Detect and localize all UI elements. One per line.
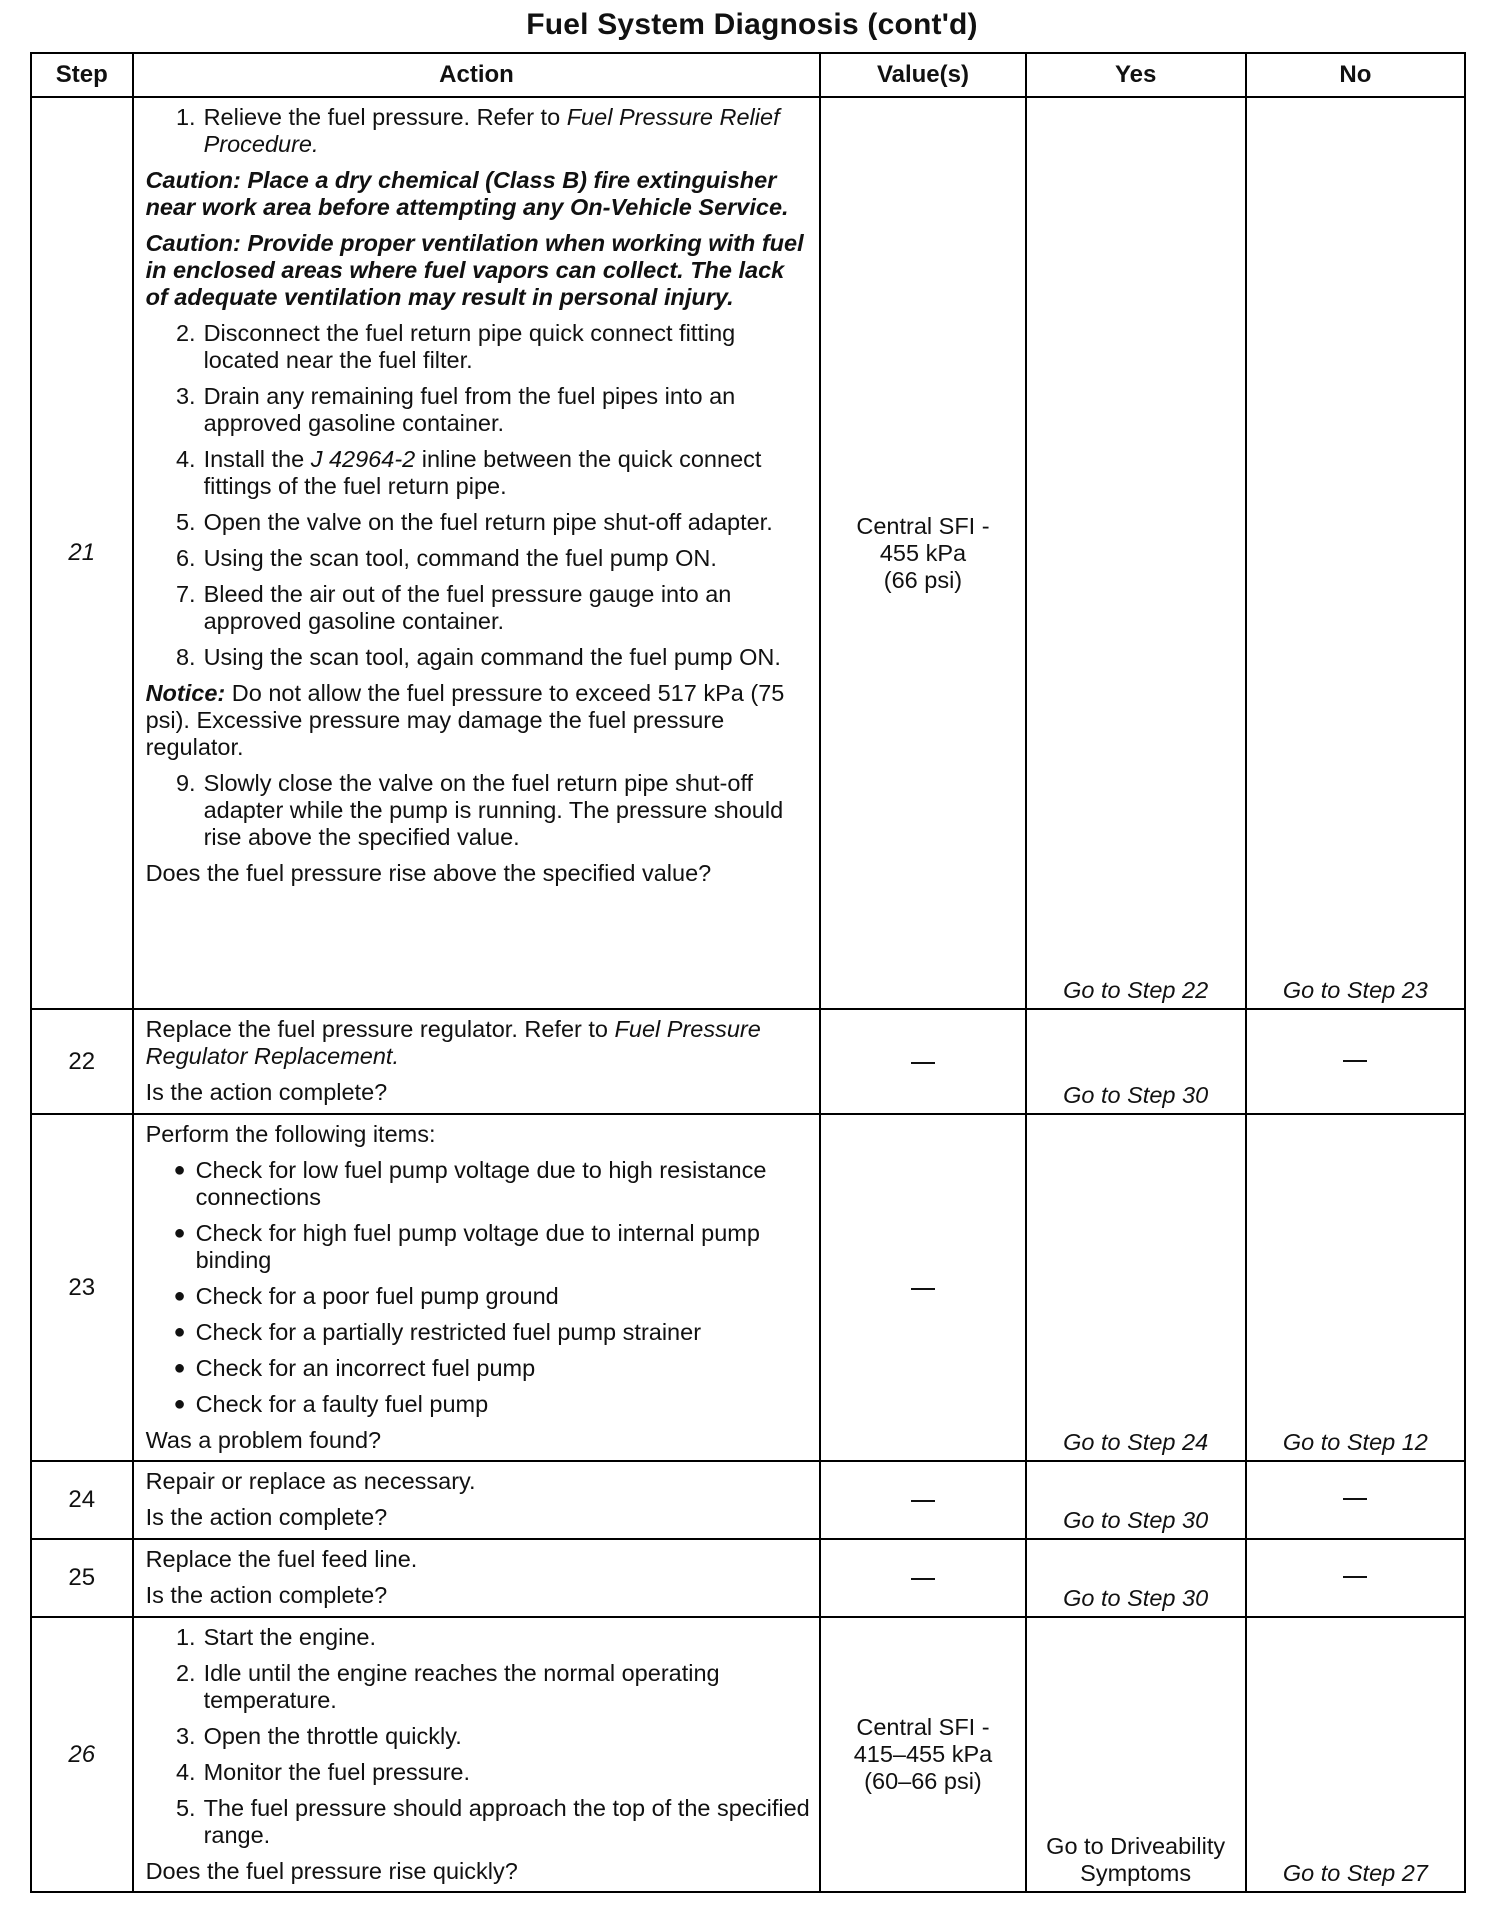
item-text: The fuel pressure should approach the top of the specified range. <box>203 1795 810 1848</box>
yes-line: Symptoms <box>1080 1860 1192 1886</box>
no-cell <box>1246 1539 1465 1617</box>
action-cell <box>133 1539 821 1617</box>
item-number: 1. <box>175 1624 196 1650</box>
step-number: 21 <box>31 97 133 1009</box>
item-text: Idle until the engine reaches the normal operating temperature. <box>203 1660 720 1713</box>
tool-reference: J 42964-2 <box>310 446 416 472</box>
action-cell <box>133 1114 821 1461</box>
no-cell: Go to Step 27 <box>1246 1617 1465 1892</box>
page-title: Fuel System Diagnosis (cont'd) <box>526 8 978 41</box>
item-text: inline between the quick connect fittings of the fuel return pipe. <box>203 446 762 499</box>
list-item <box>146 509 812 536</box>
item-number: 4. <box>175 1759 196 1785</box>
header-action: Action <box>133 53 821 97</box>
list-item <box>146 1220 812 1274</box>
action-text: Replace the fuel feed line. <box>145 1546 418 1572</box>
table-row <box>31 1617 1465 1892</box>
action-cell <box>133 1617 821 1892</box>
caution-note: Caution: Provide proper ventilation when working with fuel in enclosed areas where fuel vapors can collect. The lack of adequate ventilation may result in personal injury. <box>145 230 804 310</box>
yes-cell: Go to Step 30 <box>1026 1009 1246 1114</box>
item-text: Monitor the fuel pressure. <box>203 1759 471 1785</box>
dash-mark <box>911 1062 935 1064</box>
step-number: 24 <box>31 1461 133 1539</box>
table-row <box>31 97 1465 1009</box>
action-text: Repair or replace as necessary. <box>145 1468 476 1494</box>
procedure-list <box>146 770 812 851</box>
list-item <box>146 545 812 572</box>
diagnosis-table <box>30 52 1466 1893</box>
dash-mark <box>911 1288 935 1290</box>
action-cell <box>133 97 821 1009</box>
dash-mark <box>1343 1498 1367 1500</box>
table-header-row <box>31 53 1465 97</box>
procedure-list <box>146 320 812 671</box>
yes-cell <box>1026 1617 1246 1892</box>
yes-cell: Go to Step 30 <box>1026 1539 1246 1617</box>
item-text: Check for an incorrect fuel pump <box>195 1355 536 1381</box>
item-text: Check for a poor fuel pump ground <box>195 1283 559 1309</box>
dash-mark <box>1343 1060 1367 1062</box>
diagnostic-question: Is the action complete? <box>145 1582 388 1608</box>
no-cell <box>1246 1461 1465 1539</box>
yes-cell: Go to Step 30 <box>1026 1461 1246 1539</box>
action-cell <box>133 1461 821 1539</box>
value-cell <box>820 1617 1025 1892</box>
list-item <box>146 104 812 158</box>
list-item <box>146 320 812 374</box>
bullet-icon: ● <box>173 1159 186 1181</box>
list-item <box>146 383 812 437</box>
diagnostic-question: Does the fuel pressure rise above the specified value? <box>145 860 712 886</box>
item-number: 7. <box>175 581 196 607</box>
procedure-list <box>146 104 812 158</box>
item-number: 6. <box>175 545 196 571</box>
step-number: 23 <box>31 1114 133 1461</box>
header-no: No <box>1246 53 1465 97</box>
dash-mark <box>1343 1576 1367 1578</box>
value-line: 415–455 kPa <box>853 1741 993 1767</box>
item-text: Open the valve on the fuel return pipe shut-off adapter. <box>203 509 773 535</box>
table-row <box>31 1461 1465 1539</box>
yes-cell: Go to Step 22 <box>1026 97 1246 1009</box>
item-text: Relieve the fuel pressure. Refer to <box>203 104 567 130</box>
value-line: (60–66 psi) <box>864 1768 982 1794</box>
action-intro: Perform the following items: <box>145 1121 436 1147</box>
item-number: 5. <box>175 1795 196 1821</box>
list-item <box>146 1391 812 1418</box>
notice-note <box>146 680 812 761</box>
item-text: Using the scan tool, again command the fuel pump ON. <box>203 644 781 670</box>
item-number: 9. <box>175 770 196 796</box>
list-item <box>146 1157 812 1211</box>
action-instruction: Replace the fuel pressure regulator. Refer to <box>145 1016 615 1042</box>
table-row <box>31 1114 1465 1461</box>
yes-cell: Go to Step 24 <box>1026 1114 1246 1461</box>
item-text: Check for a partially restricted fuel pump strainer <box>195 1319 702 1345</box>
bullet-icon: ● <box>173 1222 186 1244</box>
value-line: 455 kPa <box>879 539 967 566</box>
action-cell <box>133 1009 821 1114</box>
step-number: 26 <box>31 1617 133 1892</box>
check-list <box>146 1157 812 1418</box>
step-number: 22 <box>31 1009 133 1114</box>
procedure-reference: Fuel Pressure Regulator Replacement. <box>145 1016 761 1069</box>
notice-label: Notice: <box>145 680 226 706</box>
item-number: 5. <box>175 509 196 535</box>
item-text: Using the scan tool, command the fuel pump ON. <box>203 545 717 571</box>
item-number: 2. <box>175 1660 196 1686</box>
item-text: Drain any remaining fuel from the fuel pipes into an approved gasoline container. <box>203 383 736 436</box>
bullet-icon: ● <box>173 1285 186 1307</box>
list-item <box>146 1355 812 1382</box>
yes-line: Go to Driveability <box>1046 1833 1226 1859</box>
no-cell: Go to Step 23 <box>1246 97 1465 1009</box>
list-item <box>146 1283 812 1310</box>
item-number: 1. <box>175 104 196 130</box>
value-line: (66 psi) <box>883 566 963 593</box>
value-cell <box>820 1114 1025 1461</box>
value-cell <box>820 1461 1025 1539</box>
bullet-icon: ● <box>173 1321 186 1343</box>
table-row <box>31 1539 1465 1617</box>
item-text: Install the <box>203 446 311 472</box>
diagnostic-question: Does the fuel pressure rise quickly? <box>145 1858 518 1884</box>
list-item <box>146 1660 812 1714</box>
procedure-list <box>146 1624 812 1849</box>
item-number: 2. <box>175 320 196 346</box>
dash-mark <box>911 1578 935 1580</box>
item-text: Bleed the air out of the fuel pressure gauge into an approved gasoline container. <box>203 581 732 634</box>
list-item <box>146 770 812 851</box>
value-cell <box>820 1009 1025 1114</box>
item-text: Disconnect the fuel return pipe quick connect fitting located near the fuel filter. <box>203 320 736 373</box>
list-item <box>146 1624 812 1651</box>
header-yes: Yes <box>1026 53 1246 97</box>
header-step: Step <box>31 53 133 97</box>
diagnostic-question: Is the action complete? <box>145 1504 388 1530</box>
no-cell <box>1246 1009 1465 1114</box>
item-number: 3. <box>175 383 196 409</box>
notice-text: Do not allow the fuel pressure to exceed 517 kPa (75 psi). Excessive pressure may damage the fuel pressure regulator. <box>145 680 785 760</box>
item-text: Check for high fuel pump voltage due to internal pump binding <box>195 1220 760 1273</box>
diagnostic-question: Is the action complete? <box>145 1079 388 1105</box>
item-text: Open the throttle quickly. <box>203 1723 462 1749</box>
bullet-icon: ● <box>173 1393 186 1415</box>
step-number: 25 <box>31 1539 133 1617</box>
list-item <box>146 446 812 500</box>
action-text <box>146 1016 812 1070</box>
procedure-reference: Fuel Pressure Relief Procedure. <box>203 104 780 157</box>
value-line: Central SFI - <box>856 1714 990 1740</box>
dash-mark <box>911 1500 935 1502</box>
item-text: Check for low fuel pump voltage due to high resistance connections <box>195 1157 767 1210</box>
diagnostic-question: Was a problem found? <box>145 1427 382 1453</box>
bullet-icon: ● <box>173 1357 186 1379</box>
value-line: Central SFI - <box>856 512 990 539</box>
item-text: Slowly close the valve on the fuel return pipe shut-off adapter while the pump is running. The pressure should rise above the specified value. <box>203 770 784 850</box>
list-item <box>146 1319 812 1346</box>
value-cell <box>820 1539 1025 1617</box>
item-number: 4. <box>175 446 196 472</box>
caution-note: Caution: Place a dry chemical (Class B) fire extinguisher near work area before attempting any On-Vehicle Service. <box>145 167 789 220</box>
list-item <box>146 644 812 671</box>
header-values: Value(s) <box>820 53 1025 97</box>
item-number: 3. <box>175 1723 196 1749</box>
item-text: Check for a faulty fuel pump <box>195 1391 489 1417</box>
item-number: 8. <box>175 644 196 670</box>
table-row <box>31 1009 1465 1114</box>
value-cell <box>820 97 1025 1009</box>
list-item <box>146 581 812 635</box>
list-item <box>146 1759 812 1786</box>
list-item <box>146 1723 812 1750</box>
list-item <box>146 1795 812 1849</box>
item-text: Start the engine. <box>203 1624 377 1650</box>
no-cell: Go to Step 12 <box>1246 1114 1465 1461</box>
